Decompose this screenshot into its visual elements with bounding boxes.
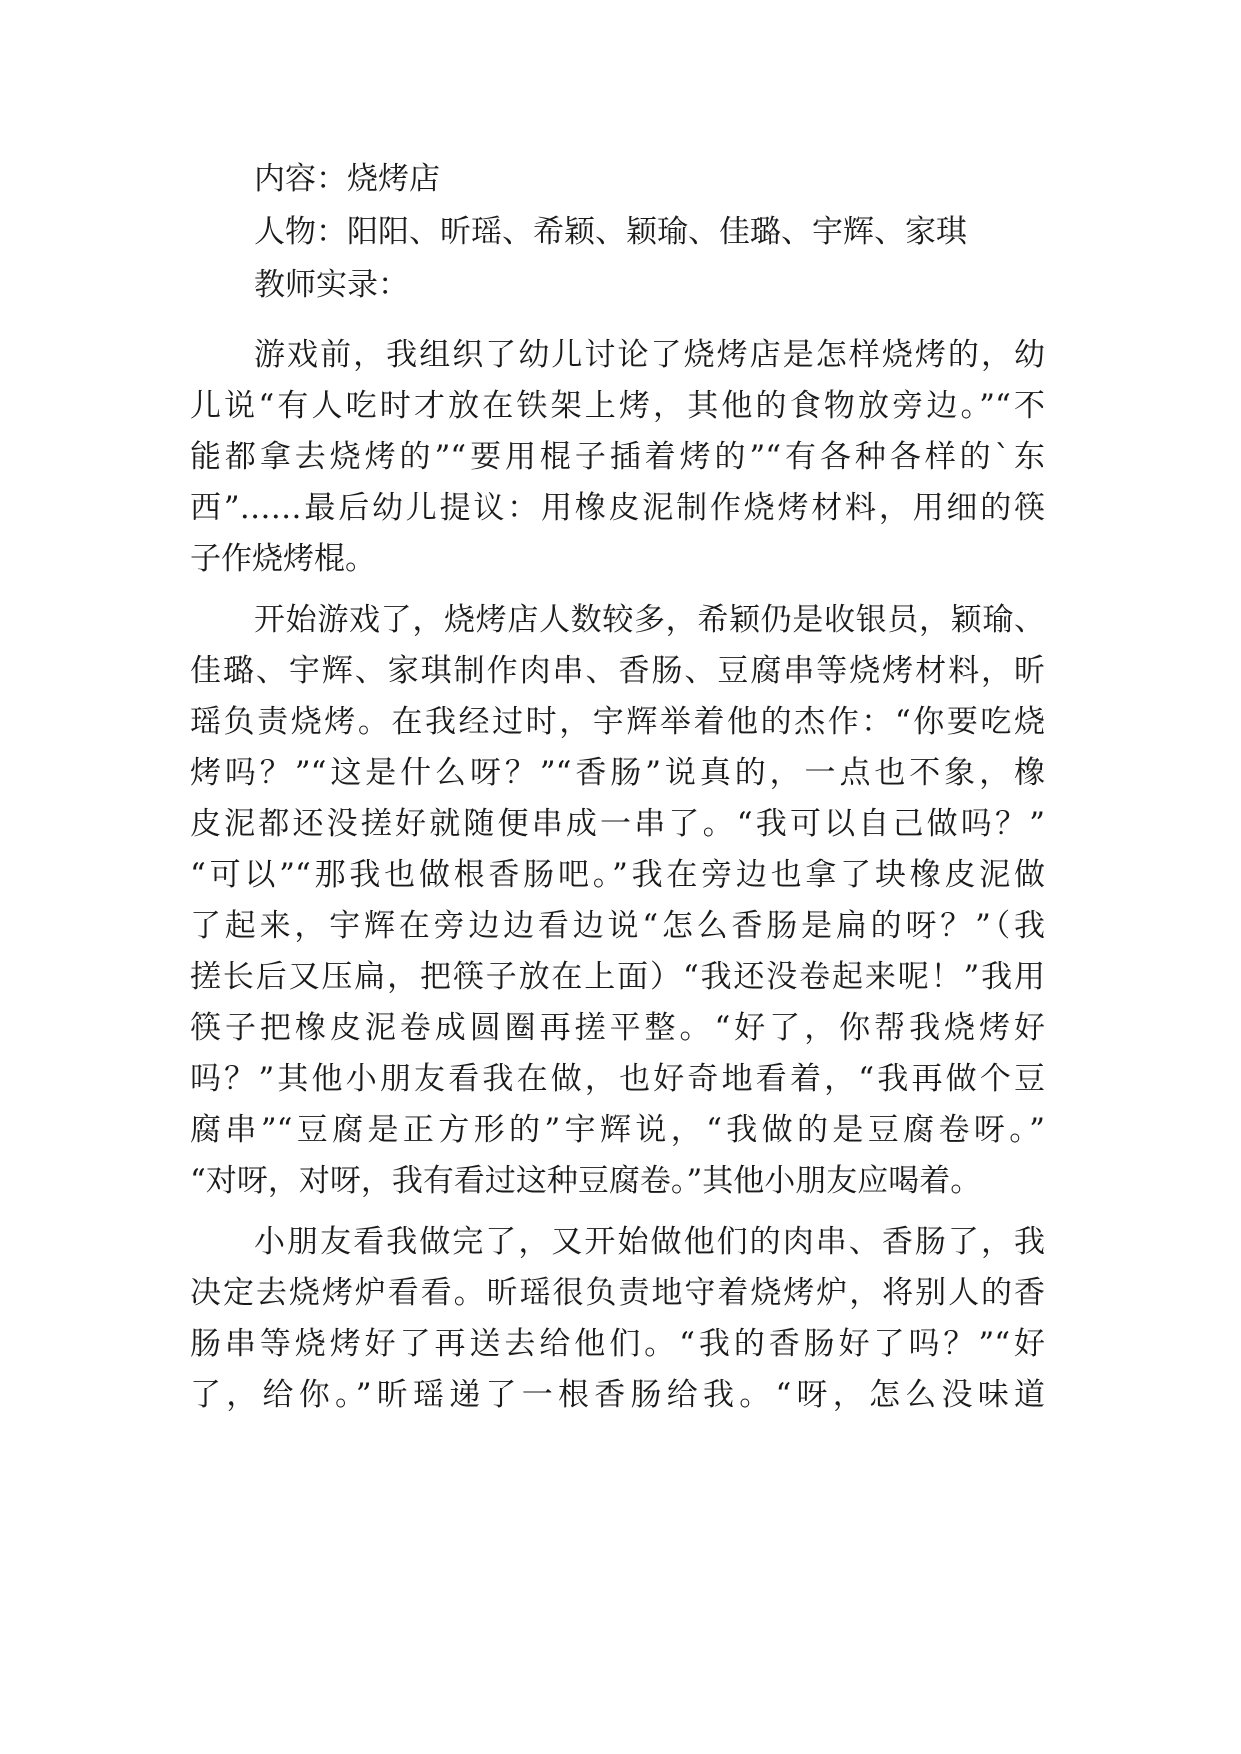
text-line: 了，给你。”昕瑶递了一根香肠给我。“呀，怎么没味道 [190,1377,1045,1413]
text-line: 瑶负责烧烤。在我经过时，宇辉举着他的杰作：“你要吃烧 [190,704,1045,740]
text-line: 了起来，宇辉在旁边边看边说“怎么香肠是扁的呀？”（我 [190,908,1045,944]
teacher-record-heading: 教师实录： [254,267,409,303]
characters-line: 人物：阳阳、昕瑶、希颖、颖瑜、佳璐、宇辉、家琪 [254,214,967,250]
text-line: “对呀，对呀，我有看过这种豆腐卷。”其他小朋友应喝着。 [190,1163,982,1199]
text-line: 肠串等烧烤好了再送去给他们。“我的香肠好了吗？”“好 [190,1326,1045,1362]
text-line: 子作烧烤棍。 [190,541,376,577]
text-line: “可以”“那我也做根香肠吧。”我在旁边也拿了块橡皮泥做 [190,857,1045,893]
text-line: 佳璐、宇辉、家琪制作肉串、香肠、豆腐串等烧烤材料，昕 [190,653,1045,689]
text-line: 筷子把橡皮泥卷成圆圈再搓平整。“好了，你帮我烧烤好 [190,1010,1045,1046]
paragraph [190,330,1045,585]
text-line: 游戏前，我组织了幼儿讨论了烧烤店是怎样烧烤的，幼 [254,337,1045,373]
text-line: 能都拿去烧烤的”“要用棍子插着烤的”“有各种各样的`东 [190,439,1045,475]
text-line: 儿说“有人吃时才放在铁架上烤，其他的食物放旁边。”“不 [190,388,1045,424]
text-line: 皮泥都还没搓好就随便串成一串了。“我可以自己做吗？” [190,806,1045,842]
text-line: 吗？”其他小朋友看我在做，也好奇地看着，“我再做个豆 [190,1061,1045,1097]
text-line: 烤吗？”“这是什么呀？”“香肠”说真的，一点也不象，橡 [190,755,1045,791]
content-line: 内容：烧烤店 [254,161,440,197]
document-body [190,157,1045,1421]
text-line: 开始游戏了，烧烤店人数较多，希颖仍是收银员，颖瑜、 [254,602,1045,638]
paragraph [190,595,1045,1207]
text-line: 决定去烧烤炉看看。昕瑶很负责地守着烧烤炉，将别人的香 [190,1275,1045,1311]
paragraph [190,1217,1045,1421]
text-line: 搓长后又压扁，把筷子放在上面）“我还没卷起来呢！”我用 [190,959,1045,995]
text-line: 小朋友看我做完了，又开始做他们的肉串、香肠了，我 [254,1224,1045,1260]
text-line: 腐串”“豆腐是正方形的”宇辉说，“我做的是豆腐卷呀。” [190,1112,1045,1148]
text-line: 西”……最后幼儿提议：用橡皮泥制作烧烤材料，用细的筷 [190,490,1045,526]
